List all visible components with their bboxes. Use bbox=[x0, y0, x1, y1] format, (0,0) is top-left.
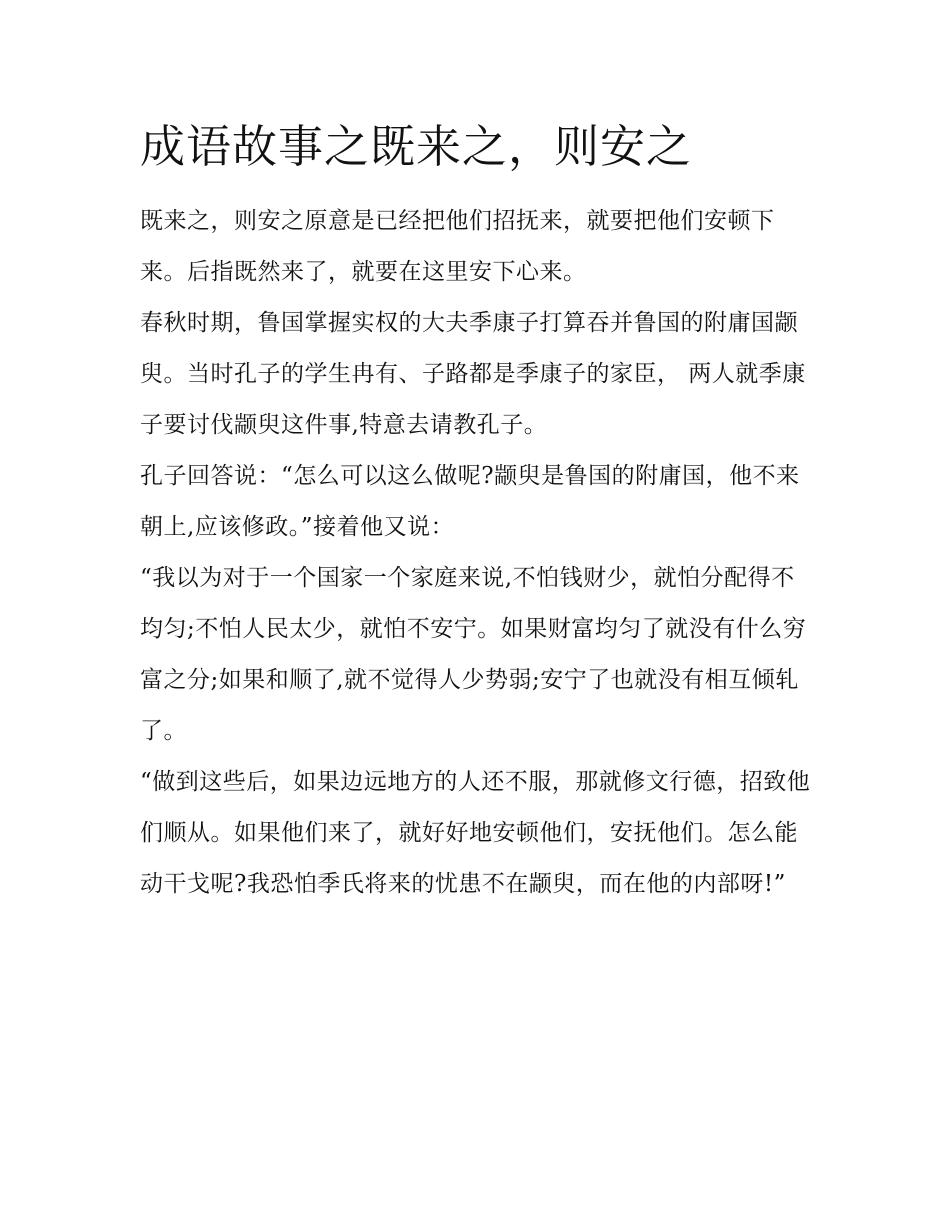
document-title: 成语故事之既来之，则安之 bbox=[140, 120, 693, 173]
paragraph-background: 春秋时期，鲁国掌握实权的大夫季康子打算吞并鲁国的附庸国颛臾。当时孔子的学生冉有、子路都是季康子的家臣， 两人就季康子要讨伐颛臾这件事,特意去请教孔子。 bbox=[140, 310, 806, 438]
document-body bbox=[140, 112, 812, 910]
paragraph-quote-1: “我以为对于一个国家一个家庭来说,不怕钱财少，就怕分配得不均匀;不怕人民太少，就怕不安宁。如果财富均匀了就没有什么穷富之分;如果和顺了,就不觉得人少势弱;安宁了也就没有相互倾轧了。 bbox=[140, 565, 807, 744]
paragraph-confucius-reply: 孔子回答说：“怎么可以这么做呢?颛臾是鲁国的附庸国，他不来朝上,应该修政。”接着他又说： bbox=[140, 463, 800, 540]
paragraph-quote-2: “做到这些后，如果边远地方的人还不服，那就修文行德，招致他们顺从。如果他们来了，就好好地安顿他们，安抚他们。怎么能动干戈呢?我恐怕季氏将来的忧患不在颛臾，而在他的内部呀!” bbox=[140, 769, 811, 897]
paragraph-intro: 既来之，则安之原意是已经把他们招抚来，就要把他们安顿下来。后指既然来了，就要在这里安下心来。 bbox=[140, 208, 775, 285]
